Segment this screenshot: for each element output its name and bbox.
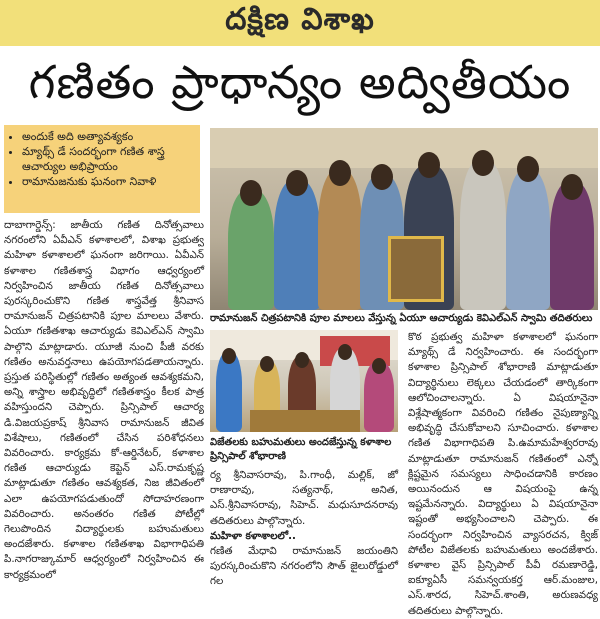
person-head xyxy=(222,348,236,364)
person-head xyxy=(286,170,308,196)
highlights-box xyxy=(4,125,200,213)
article-column-middle xyxy=(210,468,398,614)
person-head xyxy=(260,356,274,372)
article-headline xyxy=(0,54,600,122)
subheading: మహిళా కళాశాలలో.. xyxy=(210,529,296,542)
section-banner-text: దక్షిణ విశాఖ xyxy=(225,2,375,37)
person-head xyxy=(329,160,351,186)
photo-prize-caption: విజేతలకు బహుమతులు అందజేస్తున్న కళాశాల ప్రిన్సిపాల్ శోభారాణి xyxy=(210,437,392,462)
section-banner xyxy=(0,0,600,46)
table xyxy=(250,410,360,432)
article-paragraph: దాబాగార్డెన్స్: జాతీయ గణిత దినోత్సవాలు నగరంలోని ఏవీఎన్ కళాశాలలో, విశాఖ ప్రభుత్వ మహిళా కళాశాలలో ఘనంగా జరిగాయి. ఏవీఎన్ కళాశాల గణితశాస్త్ర విభాగం ఆధ్వర్యంలో నిర్వహించిన జాతీయ గణిత దినోత్సవాలు పురస్కరించుకొని గణిత శాస్త్రవేత్త శ్రీనివాస రామానుజన్ చిత్రపటానికి పూల మాలలు వేశారు. ఏయూ గణితశాఖ ఆచార్యుడు కెవిఎల్ఎన్ స్వామి పాల్గొని మాట్లాడారు. యూజీ నుంచి పీజీ వరకు గణితం అనువర్తనాలు ఉపయోగపడతాయన్నారు. ప్రస్తుత పరిస్థితుల్లో గణితం అత్యంత ఆవశ్యకమని, అన్ని శాస్త్రాల అభివృద్ధిలో గణితశాస్త్రం కీలక పాత్ర వహిస్తుందని చెప్పారు. ప్రిన్సిపాల్ ఆచార్య డి.విజయప్రకాష్ శ్రీనివాస రామానుజన్ జీవిత విశేషాలు, గణితంలో చేసిన పరిశోధనలు వివరించారు. కార్యక్రమ కో-ఆర్డినేటర్, కళాశాల గణిత ఆచార్యుడు కెప్టెన్ ఎస్.రామకృష్ణ మాట్లాడుతూ గణితం ఆవశ్యకత, నిజ జీవితంలో ఎలా ఉపయోగపడుతుందో సోదాహరణంగా వివరించారు. అనంతరం గణిత పోటీల్లో గెలుపొందిన విద్యార్థులకు బహుమతులు అందజేశారు. కళాశాల గణితశాఖ విభాగాధిపతి పి.నాగరాజ్కుమార్ ఆధ్వర్యంలో నిర్వహించిన ఈ కార్యక్రమంలో xyxy=(4,219,204,581)
person-head xyxy=(418,152,440,178)
article-paragraph: గణిత మేధావి రామానుజన్ జయంతిని పురస్కరించుకొని నగరంలోని సౌత్ జైలురోడ్డులో గల xyxy=(210,545,398,588)
article-paragraph: ర్య శ్రీనివాసరావు, పి.గాంధీ, మల్లిక్, జో రాణారావు, సత్యనాథ్, అనిత, ఎస్.శ్రీనివాసరావు, సిహెచ్. మధుసూదనరావు తదితరులు పాల్గొన్నారు. xyxy=(210,469,398,527)
portrait-frame xyxy=(388,236,444,302)
person-head xyxy=(338,344,352,360)
person-head xyxy=(295,352,309,368)
person-figure xyxy=(550,182,594,310)
event-photo-prize xyxy=(210,330,398,432)
highlights-list xyxy=(10,129,194,189)
article-column-left xyxy=(4,218,204,614)
person-head xyxy=(517,156,539,182)
article-column-right xyxy=(408,330,598,617)
highlight-item: • రామానుజనుకు ఘనంగా నివాళి xyxy=(22,174,194,189)
person-head xyxy=(371,164,393,190)
person-head xyxy=(472,150,494,176)
headline-text: గణితం ప్రాధాన్యం అద్వితీయం xyxy=(28,55,572,109)
event-photo-main xyxy=(210,128,598,310)
person-head xyxy=(372,358,386,374)
highlight-item: • అందుకే అది అత్యావశ్యకం xyxy=(22,129,194,144)
person-head xyxy=(561,174,583,200)
person-figure xyxy=(228,190,274,310)
person-figure xyxy=(460,160,506,310)
photo-main-caption: రామానుజన్ చిత్రపటానికి పూల మాలలు వేస్తున్న ఏయూ ఆచార్యుడు కెవిఎల్ఎన్ స్వామి తదితరులు xyxy=(210,313,593,324)
article-paragraph: కొఠ ప్రభుత్వ మహిళా కళాశాలలో ఘనంగా మ్యాథ్స్ డే నిర్వహించారు. ఈ సందర్భంగా కళాశాల ప్రిన్సిపాల్ శోభారాణి మాట్లాడుతూ విద్యార్థినులు లెక్కలు చేయడంలో తార్కికంగా ఆలోచించాలన్నారు. ఏ విషయానైనా విశ్లేషాత్మకంగా వివరించి గణితం నైపుణ్యాన్ని అభివృద్ధి చేసుకోవాలని సూచించారు. కళాశాల గణిత విభాగాధిపతి పి.ఉమామహేశ్వరరావు మాట్లాడుతూ రామానుజన్ గణితంలో ఎన్నో క్లిష్టమైన సమస్యలు సాధించడానికి కారణం అయినందున ఆ విషయంపై ఉన్న ఇష్టమేనన్నారు. విద్యార్థులు ఏ విషయానైనా ఇష్టంతో అభ్యసించాలని చెప్పారు. ఈ సందర్భంగా నిర్వహించిన వ్యాసరచన, క్విజ్ పోటీల విజేతలకు బహుమతులు అందజేశారు. కళాశాల వైస్ ప్రిన్సిపాల్ పీవీ రమణారెడ్డి, ఐక్యూఏసీ సమన్వయకర్త ఆర్.మంజుల, ఎస్.శారద, సిహెచ్.శాంతి, అరుణవధ్య తదితరులు పాల్గొన్నారు. xyxy=(408,331,598,617)
person-figure xyxy=(506,170,550,310)
person-head xyxy=(240,180,262,206)
highlight-item: • మ్యాథ్స్ డే సందర్భంగా గణిత శాస్త్ర ఆచార్యుల అభిప్రాయం xyxy=(22,144,194,174)
person-figure xyxy=(274,180,320,310)
person-figure xyxy=(318,170,362,310)
photo-wall xyxy=(210,128,598,168)
person-figure xyxy=(216,352,242,432)
